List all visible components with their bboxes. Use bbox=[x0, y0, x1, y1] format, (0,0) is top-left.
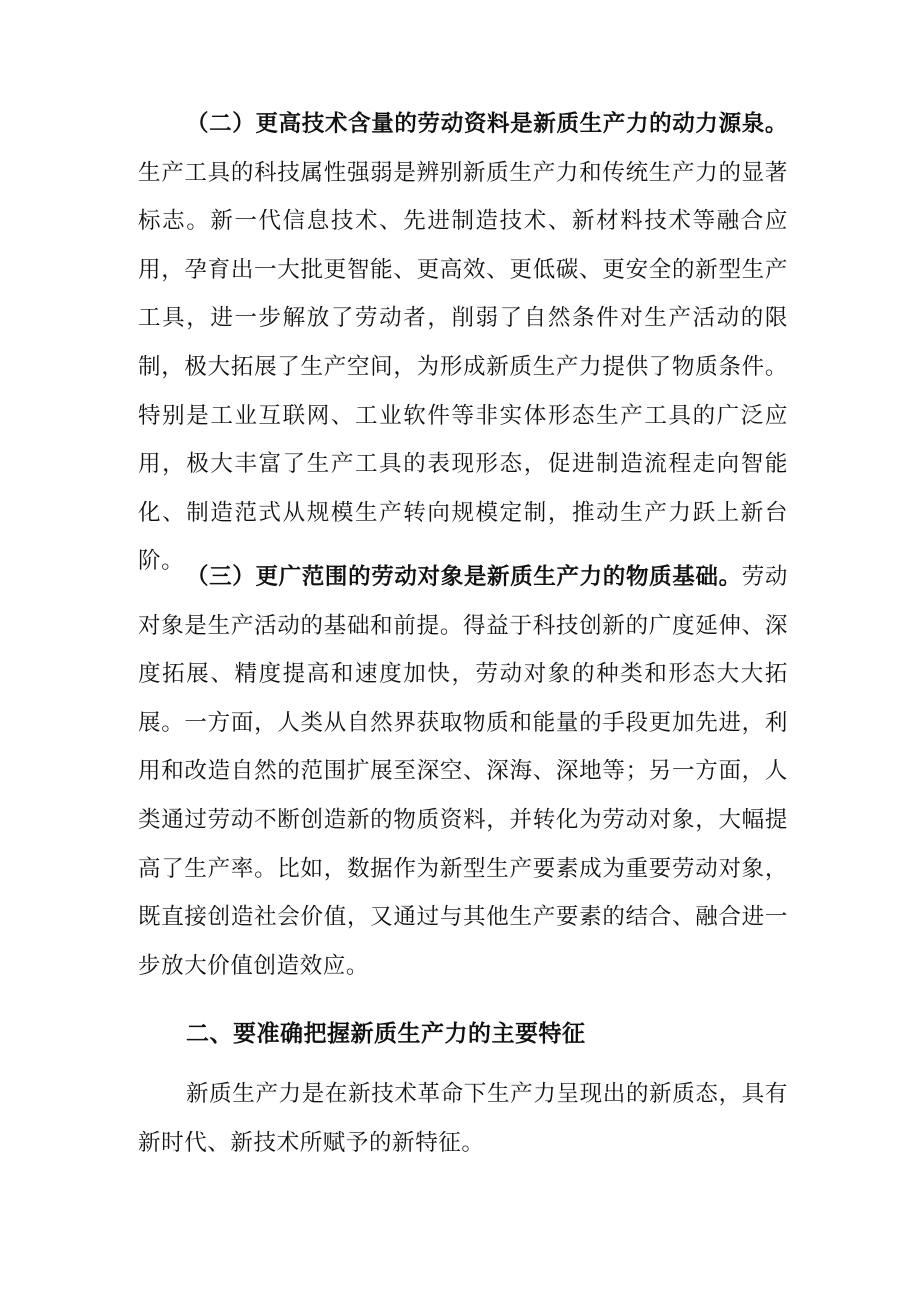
section-heading: 二、要准确把握新质生产力的主要特征 bbox=[186, 1021, 586, 1047]
intro-paragraph: 新质生产力是在新技术革命下生产力呈现出的新质态，具有新时代、新技术所赋予的新特征。 bbox=[138, 1081, 788, 1156]
paragraph-labor-objects bbox=[138, 553, 788, 990]
paragraph-lead-heading: （三）更广范围的劳动对象是新质生产力的物质基础。 bbox=[186, 564, 742, 590]
paragraph-body-text: 生产工具的科技属性强弱是辨别新质生产力和传统生产力的显著标志。新一代信息技术、先进制造技术、新材料技术等融合应用，孕育出一大批更智能、更高效、更低碳、更安全的新型生产工具，进一步解放了劳动者，削弱了自然条件对生产活动的限制，极大拓展了生产空间，为形成新质生产力提供了物质条件。特别是工业互联网、工业软件等非实体形态生产工具的广泛应用，极大丰富了生产工具的表现形态，促进制造流程走向智能化、制造范式从规模生产转向规模定制，推动生产力跃上新台阶。 bbox=[138, 159, 788, 575]
paragraph-lead-heading: （二）更高技术含量的劳动资料是新质生产力的动力源泉。 bbox=[186, 111, 788, 137]
paragraph-body-text: 劳动对象是生产活动的基础和前提。得益于科技创新的广度延伸、深度拓展、精度提高和速度加快，劳动对象的种类和形态大大拓展。一方面，人类从自然界获取物质和能量的手段更加先进，利用和改造自然的范围扩展至深空、深海、深地等；另一方面，人类通过劳动不断创造新的物质资料，并转化为劳动对象，大幅提高了生产率。比如，数据作为新型生产要素成为重要劳动对象，既直接创造社会价值，又通过与其他生产要素的结合、融合进一步放大价值创造效应。 bbox=[138, 564, 789, 979]
paragraph-labor-materials bbox=[138, 100, 788, 586]
